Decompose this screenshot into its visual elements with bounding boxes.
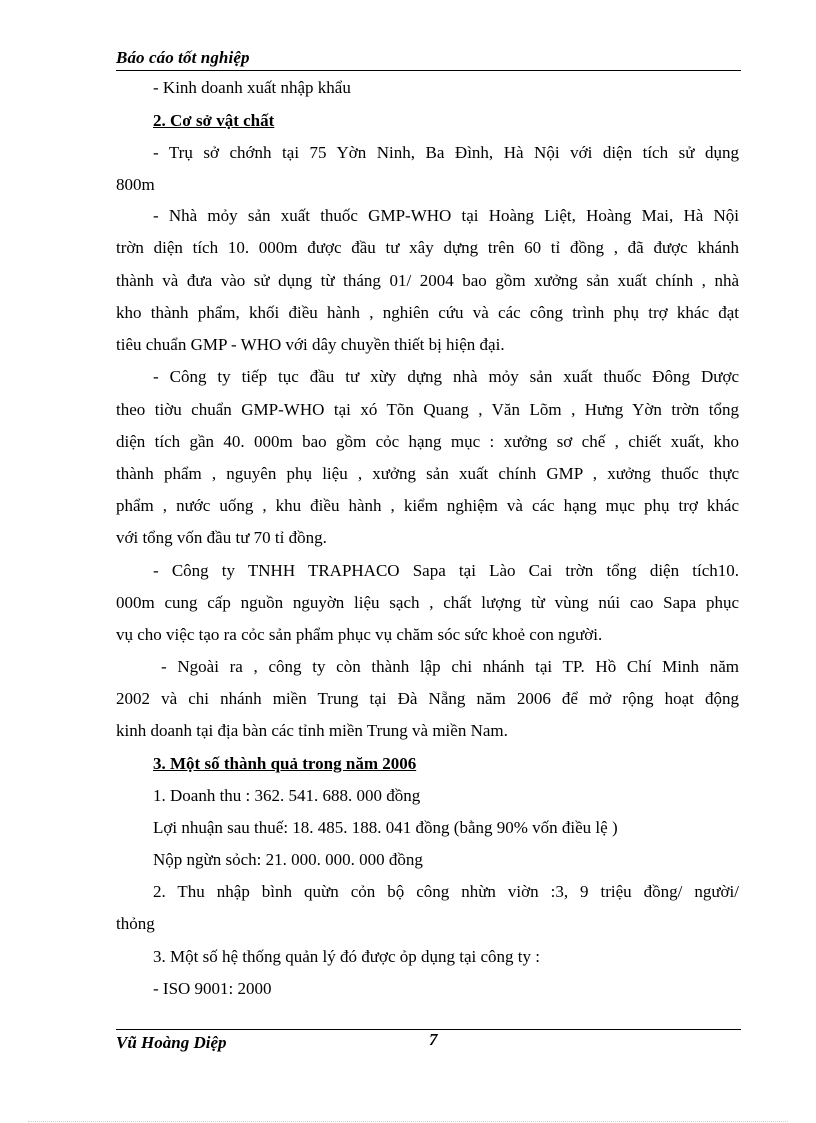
text-line: 800m [116, 175, 155, 194]
text-line: 3. Một số hệ thống quản lý đó được ỏp dụng tại công ty : [153, 947, 540, 966]
text-line: - ISO 9001: 2000 [153, 979, 272, 998]
text-line: thành phẩm , nguyên phụ liệu , xưởng sản xuất chính GMP , xưởng thuốc thực [116, 464, 739, 483]
footer-author: Vũ Hoàng Diệp [116, 1033, 227, 1052]
text-line: tiêu chuẩn GMP - WHO với dây chuyền thiết bị hiện đại. [116, 335, 505, 354]
section-heading: 3. Một số thành quả trong năm 2006 [153, 754, 417, 773]
text-line: phẩm , nước uống , khu điều hành , kiểm nghiệm và các hạng mục phụ trợ khác [116, 496, 739, 515]
text-line: - Công ty tiếp tục đầu tư xừy dựng nhà mỏy sản xuất thuốc Đông Dược [153, 367, 739, 386]
text-line: 000m cung cấp nguồn nguyờn liệu sạch , chất lượng từ vùng núi cao Sapa phục [116, 593, 739, 612]
text-line: thỏng [116, 914, 155, 933]
text-line: - Kinh doanh xuất nhập khẩu [153, 78, 351, 97]
text-line: với tổng vốn đầu tư 70 tỉ đồng. [116, 528, 327, 547]
section-heading: 2. Cơ sở vật chất [153, 111, 275, 130]
header-title: Báo cáo tốt nghiệp [116, 48, 250, 67]
text-line: - Nhà mỏy sản xuất thuốc GMP-WHO tại Hoàng Liệt, Hoàng Mai, Hà Nội [153, 206, 739, 225]
text-line: 1. Doanh thu : 362. 541. 688. 000 đồng [153, 786, 421, 805]
text-line: thành và đưa vào sử dụng từ tháng 01/ 2004 bao gồm xưởng sản xuất chính , nhà [116, 271, 739, 290]
text-line: theo tiờu chuẩn GMP-WHO tại xó Tõn Quang , Văn Lõm , Hưng Yờn trờn tổng [116, 400, 739, 419]
text-line: diện tích gần 40. 000m bao gồm cỏc hạng mục : xưởng sơ chế , chiết xuất, kho [116, 432, 739, 451]
page-edge-divider [28, 1121, 788, 1122]
text-line: trờn diện tích 10. 000m được đầu tư xây dựng trên 60 tỉ đồng , đã được khánh [116, 238, 739, 257]
text-line: kho thành phẩm, khối điều hành , nghiên cứu và các công trình phụ trợ khác đạt [116, 303, 739, 322]
text-line: - Trụ sở chớnh tại 75 Yờn Ninh, Ba Đình, Hà Nội với diện tích sử dụng [153, 143, 739, 162]
text-line: kinh doanh tại địa bàn các tỉnh miền Trung và miền Nam. [116, 721, 508, 740]
text-line: vụ cho việc tạo ra cỏc sản phẩm phục vụ chăm sóc sức khoẻ con người. [116, 625, 603, 644]
text-line: 2. Thu nhập bình quừn cỏn bộ công nhừn viờn :3, 9 triệu đồng/ người/ [153, 882, 739, 901]
text-line: - Ngoài ra , công ty còn thành lập chi nhánh tại TP. Hồ Chí Minh năm [161, 657, 739, 676]
text-line: Lợi nhuận sau thuế: 18. 485. 188. 041 đồng (bằng 90% vốn điều lệ ) [153, 818, 618, 837]
page-number: 7 [429, 1030, 438, 1049]
text-line: - Công ty TNHH TRAPHACO Sapa tại Lào Cai trờn tổng diện tích10. [153, 561, 739, 580]
header-rule [116, 70, 741, 71]
text-line: Nộp ngừn sỏch: 21. 000. 000. 000 đồng [153, 850, 423, 869]
text-line: 2002 và chi nhánh miền Trung tại Đà Nẵng năm 2006 để mở rộng hoạt động [116, 689, 739, 708]
